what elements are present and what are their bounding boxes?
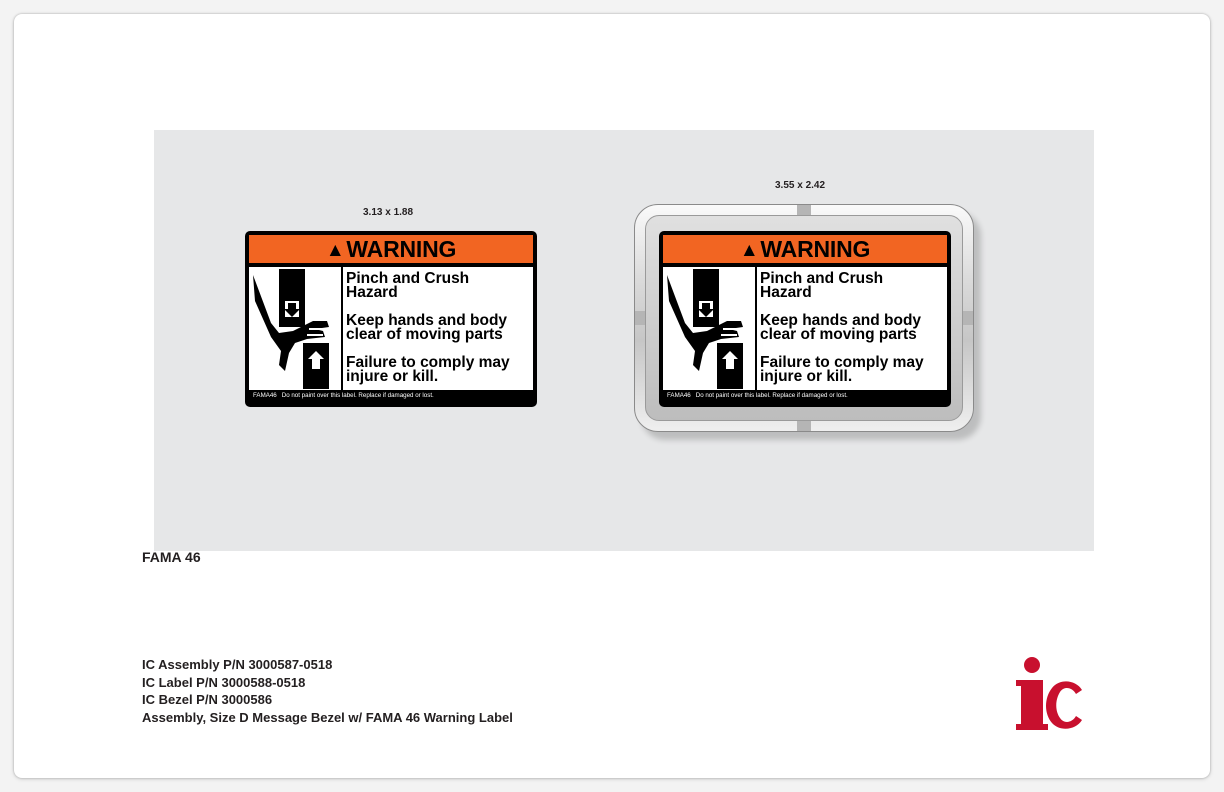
warning-header-text: WARNING [760,236,871,262]
bezel-notch-left [635,311,645,325]
consequence-text: Failure to comply may injure or kill. [760,354,924,385]
assembly-part-number: IC Assembly P/N 3000587-0518 [142,657,333,672]
instruction-text: Keep hands and body clear of moving parts [760,312,922,343]
bezel-notch-bottom [797,421,811,431]
label-message [760,272,945,398]
label-divider [341,267,343,390]
bezel-size-dimension: 3.55 x 2.42 [775,180,826,191]
label-size-dimension: 3.13 x 1.88 [363,207,414,218]
warning-header [663,235,947,263]
hazard-text: Pinch and Crush Hazard [760,270,884,301]
label-message [346,272,531,398]
assembly-description: Assembly, Size D Message Bezel w/ FAMA 46 Warning Label [142,709,513,725]
ic-logo [1016,656,1084,731]
bezel-notch-top [797,205,811,215]
label-body [249,267,533,390]
crush-hazard-pictogram [249,267,341,390]
warning-header [249,235,533,263]
hazard-text: Pinch and Crush Hazard [346,270,470,301]
bezel-notch-right [963,311,973,325]
warning-label-standalone [245,231,537,407]
instruction-text: Keep hands and body clear of moving parts [346,312,508,343]
part-info-block [142,656,513,726]
label-body [663,267,947,390]
label-part-number: IC Label P/N 3000588-0518 [142,674,306,690]
label-divider [755,267,757,390]
warning-header-text: WARNING [346,236,457,262]
label-footer: FAMA46 Do not paint over this label. Replace if damaged or lost. [253,392,434,399]
bezel-part-number: IC Bezel P/N 3000586 [142,692,273,707]
crush-hazard-pictogram [663,267,755,390]
warning-label-in-bezel [659,231,951,407]
warning-triangle-icon: ▲ [325,240,345,261]
part-name: FAMA 46 [142,549,201,565]
consequence-text: Failure to comply may injure or kill. [346,354,510,385]
warning-triangle-icon: ▲ [739,240,759,261]
label-footer: FAMA46 Do not paint over this label. Replace if damaged or lost. [667,392,848,399]
